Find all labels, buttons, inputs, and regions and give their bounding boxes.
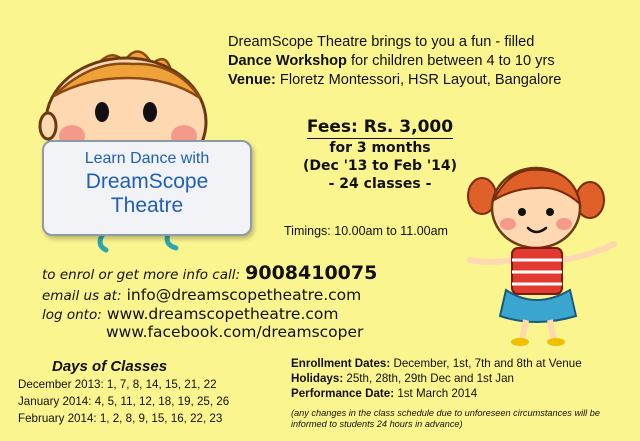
workshop-audience: for children between 4 to 10 yrs <box>346 53 555 69</box>
days-february: February 2014: 1, 2, 8, 9, 15, 16, 22, 23 <box>18 412 223 425</box>
days-january: January 2014: 4, 5, 11, 12, 18, 19, 25, 26 <box>18 395 230 408</box>
fees-classes: - 24 classes - <box>328 176 432 192</box>
fees-duration: for 3 months <box>329 140 431 156</box>
performance-value: 1st March 2014 <box>394 387 478 400</box>
fees-block <box>300 117 460 193</box>
sign-line-3: Theatre <box>110 194 184 217</box>
workshop-name: Dance Workshop <box>228 53 347 69</box>
facebook-line <box>106 322 363 341</box>
timings-text: Timings: 10.00am to 11.00am <box>284 224 448 238</box>
girl-cartoon <box>450 160 630 350</box>
enrollment-value: December, 1st, 7th and 8th at Venue <box>390 357 582 370</box>
enrol-line <box>42 262 377 284</box>
website-label: log onto: <box>42 307 102 323</box>
intro-line-3 <box>228 71 633 90</box>
days-december: December 2013: 1, 7, 8, 14, 15, 21, 22 <box>18 378 217 391</box>
enrol-label: to enrol or get more info call: <box>42 267 241 283</box>
website-line <box>42 304 339 323</box>
website-link[interactable]: www.dreamscopetheatre.com <box>106 305 339 323</box>
enrollment-label: Enrollment Dates: <box>291 357 391 370</box>
email-link[interactable]: info@dreamscopetheatre.com <box>126 286 362 304</box>
holidays-label: Holidays: <box>291 372 344 385</box>
schedule-note: (any changes in the class schedule due to unforeseen circumstances will be informed to students 24 hours in advance) <box>291 408 600 429</box>
performance-date <box>291 387 477 400</box>
sign-line-2: DreamScope <box>85 170 209 193</box>
holidays-value: 25th, 28th, 29th Dec and 1st Jan <box>343 372 514 385</box>
venue-label: Venue: <box>228 72 276 88</box>
intro-block <box>228 33 633 90</box>
enrollment-dates <box>291 357 582 370</box>
days-title: Days of Classes <box>52 358 168 375</box>
email-line <box>42 285 361 304</box>
learn-dance-sign <box>42 140 252 236</box>
performance-label: Performance Date: <box>291 387 395 400</box>
sign-line-1: Learn Dance with <box>84 150 210 167</box>
phone-number[interactable]: 9008410075 <box>245 262 378 284</box>
facebook-link[interactable]: www.facebook.com/dreamscoper <box>106 323 364 341</box>
venue-value: Floretz Montessori, HSR Layout, Bangalore <box>275 72 562 88</box>
intro-line-1: DreamScope Theatre brings to you a fun - filled <box>228 34 535 50</box>
fees-period: (Dec '13 to Feb '14) <box>302 158 458 174</box>
holidays <box>291 372 514 385</box>
intro-line-2 <box>228 52 633 71</box>
email-label: email us at: <box>42 288 122 304</box>
fees-title: Fees: Rs. 3,000 <box>306 117 454 137</box>
